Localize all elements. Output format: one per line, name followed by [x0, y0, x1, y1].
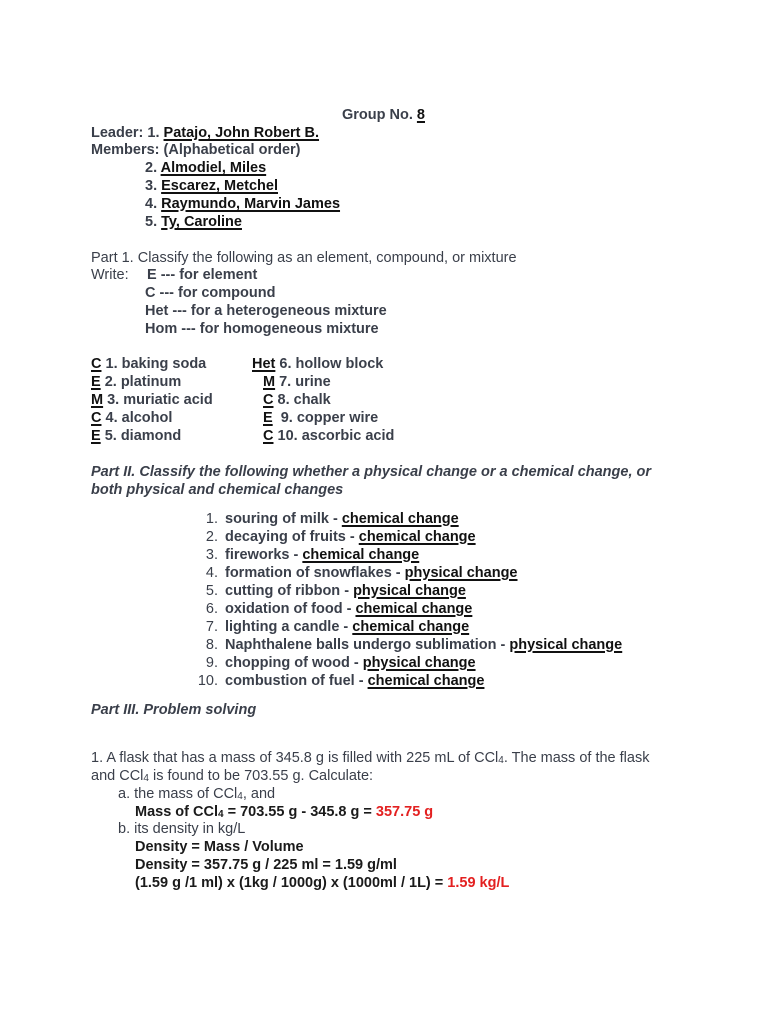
part2-title-line1: Part II. Classify the following whether a physical change or a chemical change, or [91, 464, 652, 480]
member-item [145, 195, 340, 213]
change-item [196, 600, 472, 618]
change-num: 10. [197, 673, 218, 689]
member-item [145, 213, 242, 231]
change-answer: chemical change [358, 529, 476, 545]
change-item [196, 618, 469, 636]
subscript: 4 [498, 755, 504, 766]
member-name: Escarez, Metchel [161, 178, 278, 194]
group-label: Group No. [342, 107, 413, 123]
change-num: 2. [205, 529, 218, 545]
change-item [196, 546, 419, 564]
member-num: 4. [145, 196, 158, 212]
classify-text: 7. urine [275, 374, 331, 390]
member-item [145, 159, 266, 177]
problem-line1 [91, 749, 649, 767]
member-item [145, 177, 278, 195]
change-text: combustion of fuel - [225, 673, 368, 689]
change-text: formation of snowflakes - [225, 565, 405, 581]
problem-text: 1. A flask that has a mass of 345.8 g is filled with 225 mL of CCl [91, 750, 499, 766]
change-answer: physical change [353, 583, 466, 599]
change-num: 4. [205, 565, 218, 581]
member-num: 3. [145, 178, 158, 194]
member-name: Ty, Caroline [161, 214, 242, 230]
problem-line2 [91, 767, 373, 785]
member-name: Raymundo, Marvin James [161, 196, 341, 212]
change-answer: chemical change [367, 673, 485, 689]
change-answer: chemical change [355, 601, 473, 617]
classify-answer: E [91, 374, 101, 390]
change-item [196, 636, 622, 654]
classify-item [263, 427, 394, 445]
legend-item: Hom --- for homogeneous mixture [145, 321, 379, 337]
part-a-label [118, 785, 275, 803]
classify-answer: E [91, 428, 101, 444]
change-num: 3. [205, 547, 218, 563]
part-b-answer: 1.59 kg/L [447, 875, 510, 891]
classify-answer: C [91, 356, 102, 372]
change-num: 8. [205, 637, 218, 653]
change-num: 6. [205, 601, 218, 617]
problem-text: and CCl [91, 768, 144, 784]
classify-answer: C [263, 428, 274, 444]
member-num: 2. [145, 160, 158, 176]
subscript: 4 [218, 809, 224, 820]
classify-answer: M [91, 392, 104, 408]
change-answer: physical change [509, 637, 623, 653]
part-a-text: , and [242, 786, 276, 802]
problem-text: . The mass of the flask [503, 750, 650, 766]
part-b-label: b. its density in kg/L [118, 821, 246, 837]
density-calc: Density = 357.75 g / 225 ml = 1.59 g/ml [135, 857, 397, 873]
legend-item: E --- for element [147, 267, 258, 283]
change-text: Naphthalene balls undergo sublimation - [225, 637, 510, 653]
group-number: 8 [416, 107, 425, 123]
classify-item [91, 355, 206, 373]
part-a-calc [135, 803, 433, 821]
density-formula: Density = Mass / Volume [135, 839, 304, 855]
classify-text: 3. muriatic acid [103, 392, 213, 408]
conversion-line [135, 874, 509, 892]
part3-title: Part III. Problem solving [91, 702, 257, 718]
members-label: Members: (Alphabetical order) [91, 142, 301, 158]
part-a-answer: 357.75 g [375, 804, 434, 820]
classify-text: 2. platinum [100, 374, 182, 390]
change-text: souring of milk - [225, 511, 342, 527]
classify-text: 4. alcohol [101, 410, 173, 426]
classify-text: 8. chalk [273, 392, 331, 408]
problem-text: is found to be 703.55 g. Calculate: [148, 768, 374, 784]
subscript: 4 [143, 773, 149, 784]
classify-answer: Het [252, 356, 276, 372]
classify-text: 6. hollow block [275, 356, 384, 372]
calc-text: Mass of CCl [135, 804, 218, 820]
part-a-text: a. the mass of CCl [118, 786, 238, 802]
change-answer: physical change [362, 655, 476, 671]
change-item [196, 510, 459, 528]
calc-text: = 703.55 g - 345.8 g = [223, 804, 376, 820]
change-num: 5. [205, 583, 218, 599]
change-answer: chemical change [302, 547, 420, 563]
change-num: 7. [205, 619, 218, 635]
leader-label: Leader: 1. [91, 125, 160, 141]
classify-text: 5. diamond [100, 428, 182, 444]
classify-item [91, 373, 181, 391]
legend-item: Het --- for a heterogeneous mixture [145, 303, 387, 319]
classify-item [263, 391, 331, 409]
classify-item [263, 373, 331, 391]
change-num: 1. [205, 511, 218, 527]
classify-item [91, 391, 213, 409]
change-item [196, 582, 466, 600]
legend-item: C --- for compound [145, 285, 276, 301]
subscript: 4 [237, 791, 243, 802]
change-text: oxidation of food - [225, 601, 356, 617]
member-name: Almodiel, Miles [160, 160, 267, 176]
leader-line [91, 124, 319, 142]
change-text: cutting of ribbon - [225, 583, 354, 599]
change-answer: chemical change [352, 619, 470, 635]
conversion-text: (1.59 g /1 ml) x (1kg / 1000g) x (1000ml / 1L) = [135, 875, 448, 891]
change-text: fireworks - [225, 547, 303, 563]
change-item [196, 672, 484, 690]
classify-text: 1. baking soda [101, 356, 207, 372]
classify-item [263, 409, 378, 427]
change-item [196, 528, 476, 546]
part1-title: Part 1. Classify the following as an element, compound, or mixture [91, 250, 517, 266]
part2-title-line2: both physical and chemical changes [91, 482, 344, 498]
change-text: decaying of fruits - [225, 529, 359, 545]
member-num: 5. [145, 214, 158, 230]
classify-text: 10. ascorbic acid [273, 428, 395, 444]
change-item [196, 564, 518, 582]
classify-answer: E [263, 410, 273, 426]
change-item [196, 654, 476, 672]
classify-answer: C [91, 410, 102, 426]
classify-answer: C [263, 392, 274, 408]
leader-name: Patajo, John Robert B. [163, 125, 320, 141]
classify-item [252, 355, 383, 373]
classify-item [91, 427, 181, 445]
classify-answer: M [263, 374, 276, 390]
group-heading [342, 106, 425, 124]
write-label: Write: [91, 267, 129, 283]
change-text: chopping of wood - [225, 655, 363, 671]
change-answer: physical change [404, 565, 518, 581]
change-text: lighting a candle - [225, 619, 353, 635]
change-num: 9. [205, 655, 218, 671]
classify-item [91, 409, 172, 427]
change-answer: chemical change [341, 511, 459, 527]
classify-text: 9. copper wire [272, 410, 379, 426]
